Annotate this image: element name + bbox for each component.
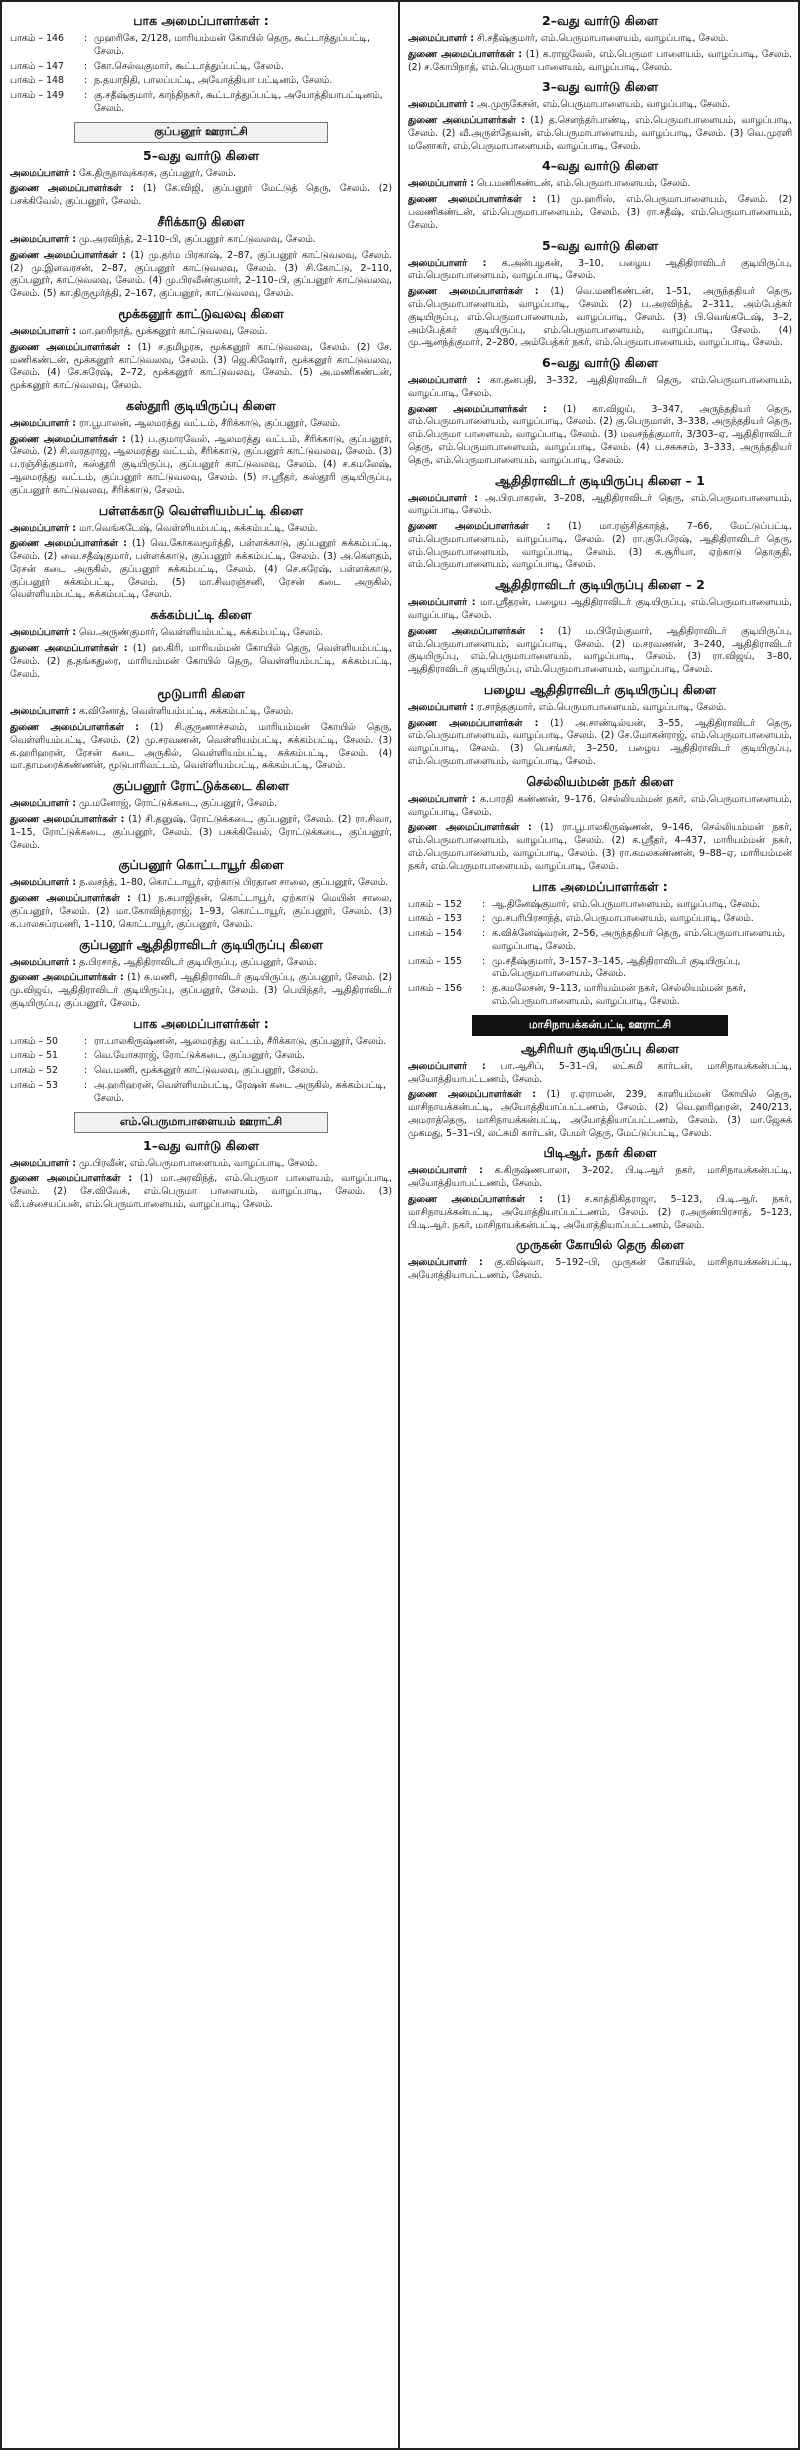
member-details: (1) மு.ஹரிஸ், எம்.பெருமாபாளையம், சேலம். (2) பவணிகண்டன், எம்.பெருமாபாளையம், சேலம். (3) ரா.சதீஷ், எம்.பெருமாபாளையம், சேலம். [408, 194, 793, 231]
member-details: (1) க.ராஜவேல், எம்.பெருமா பாளையம், வாழப்பாடி, சேலம். (2) ச.கோபிநாத், எம்.பெருமா பாளையம், வாழப்பாடி, சேலம். [408, 48, 792, 73]
member-details: (1) ர.ஏராமன், 239, காளியம்மன் கோயில் தெரு, மாசிநாயக்கன்பட்டி, அயோத்தியாப்பட்டணம், சேலம். (2) வெ.ஹரிஹரன், 240/213, அமராத்தெரு, மாசிநாயக்கன்பட்டி, அயோத்தியாப்பட்டணம், சேலம். (3) மா.ஜேசுக் முகமது, 5–31–பி, லட்சுமி கார்டன், பேமர் தெரு, மேட்டுப்பட்டி, சேலம். [408, 1089, 792, 1139]
colon-separator: : [84, 1050, 88, 1062]
booth-member: மு.சபரிபிரசாந்த், எம்.பெருமாபாளையம், வாழப்பாடி, சேலம். [492, 913, 754, 925]
role-label: துணை அமைப்பாளர்கள் : [10, 183, 135, 195]
section-heading: பிடிஆர். நகர் கிளை [543, 1145, 657, 1161]
colon-separator: : [84, 1035, 88, 1047]
role-label: துணை அமைப்பாளர்கள் : [10, 1173, 133, 1185]
role-label: துணை அமைப்பாளர்கள் : [408, 1194, 543, 1205]
role-label: துணை அமைப்பாளர்கள் : [408, 48, 523, 60]
member-entry [408, 626, 792, 677]
member-entry [10, 342, 392, 393]
member-entry [10, 627, 392, 640]
section-heading: பாக அமைப்பாளர்கள் : [532, 878, 668, 894]
booth-member: வெ.யோகராஜ், ரோட்டுக்கடை, குப்பனூர், சேலம். [94, 1050, 306, 1062]
member-entry [10, 972, 392, 1010]
role-label: துணை அமைப்பாளர்கள் : [10, 538, 127, 550]
member-entry [408, 375, 792, 401]
role-label: அமைப்பாளர் : [408, 492, 479, 504]
member-details: (1) ச.காத்திகிதராஜா, 5–123, பி.டி.ஆர். நகர், மாசிநாயக்கன்பட்டி, அயோத்தியாப்பட்டணம், சேலம். (2) ர.அருண்பிரசாத், 5–123, பி.டி.ஆர். நகர், மாசிநாயக்கன்பட்டி, அயோத்தியாப்பட்டணம், சேலம். [408, 1194, 792, 1231]
member-entry [10, 798, 392, 811]
member-details: க.வினோத், வெள்ளியம்பட்டி, சுக்கம்பட்டி, சேலம். [79, 706, 294, 718]
member-details: (1) மா.அரவிந்த், எம்.பெருமா பாளையம், வாழப்பாடி, சேலம். (2) சே.விவேக், எம்.பெருமா பாளையம், வாழப்பாடி, சேலம். (3) வீ.பச்சையப்பன், எம்.பெருமாபாளையம், வாழப்பாடி, சேலம். [10, 1173, 392, 1210]
member-details: (1) சு.மணி, ஆதிதிராவிடர் குடியிருப்பு, குப்பனூர், சேலம். (2) மு.விஜய், ஆதிதிராவிடர் குடியிருப்பு, குப்பனூர், சேலம். (3) பெயிந்தர், ஆதிதிராவிடர் குடியிருப்பு, குப்பனூர், சேலம். [10, 972, 393, 1009]
member-entry [408, 822, 792, 873]
member-details: த.பிரசாத், ஆதிதிராவிடர் குடியிருப்பு, குப்பனூர், சேலம். [79, 956, 317, 968]
role-label: அமைப்பாளர் : [408, 257, 487, 269]
booth-row [408, 956, 792, 982]
role-label: அமைப்பாளர் : [408, 99, 475, 111]
colon-separator: : [84, 1065, 88, 1077]
role-label: துணை அமைப்பாளர்கள் : [10, 814, 125, 826]
member-details: (1) அ.சாண்டில்யன், 3–55, ஆதிதிராவிடர் தெரு, எம்.பெருமாபாளையம், வாழப்பாடி, சேலம். (2) சே.மோகன்ராஜ், எம்.பெருமாபாளையம், வாழப்பாடி, சேலம். (3) பெசங்கர், 3–250, பழைய ஆதிதிராவிடர் குடியிருப்பு, எம்.பெருமாபாளையம், வாழப்பாடி, சேலம். [408, 717, 792, 768]
section-heading: 5–வது வார்டு கிளை [542, 237, 658, 253]
member-details: ரா.பூபாலன், ஆலமரத்து வட்டம், சீரிக்காடு, குப்பனூர், சேலம். [79, 417, 341, 429]
colon-separator: : [84, 75, 88, 87]
role-label: துணை அமைப்பாளர்கள் : [408, 115, 526, 127]
member-details: மா.ஹரிநாத், மூக்கனூர் காட்டுவலவு, சேலம். [79, 325, 268, 337]
section-heading: 5–வது வார்டு கிளை [143, 147, 259, 163]
booth-row [408, 983, 792, 1009]
role-label: துணை அமைப்பாளர்கள் : [408, 286, 539, 298]
role-label: துணை அமைப்பாளர்கள் : [408, 822, 532, 834]
member-entry [10, 722, 392, 773]
member-details: பெ.மணிகண்டன், எம்.பெருமாபாளையம், சேலம். [477, 178, 691, 190]
booth-row [10, 75, 392, 88]
member-details: (1) மு.தர்ம பிரகாஷ், 2–87, குப்பனூர் காட்டுவலவு, சேலம். (2) மு.இளவரசன், 2–87, குப்பனூர் காட்டுவலவு, சேலம். (3) சி.கோட்டு, 2–110, குப்பனூர், காட்டுவலவு, சேலம். (4) மு.பிரவீண்குமார், 2–110–பி, குப்பனூர் காட்டுவலவு, சேலம். (5) கா.திருமூர்த்தி, 2–167, குப்பனூர், காட்டுவலவு, சேலம். [10, 249, 392, 300]
role-label: துணை அமைப்பாளர்கள் : [408, 194, 537, 206]
section-heading: மூக்கனூர் காட்டுவலவு கிளை [118, 305, 284, 321]
section-heading: குப்பனூர் ஆதிதிராவிடர் குடியிருப்பு கிளை [79, 936, 323, 952]
booth-number: பாகம் – 154 [408, 928, 462, 940]
member-details: அ.முருகேசன், எம்.பெருமாபாளையம், வாழப்பாடி, சேலம். [477, 99, 731, 111]
member-entry [408, 718, 792, 769]
member-details: பா.ஆசிப், 5–31–பி, லட்சுமி கார்டன், மாசிநாயக்கன்பட்டி, அயோத்தியாபட்டணம், சேலம். [408, 1060, 793, 1085]
role-label: அமைப்பாளர் : [10, 1157, 77, 1169]
role-label: அமைப்பாளர் : [10, 167, 77, 179]
booth-row [10, 1080, 392, 1106]
role-label: அமைப்பாளர் : [10, 417, 77, 429]
member-entry [408, 1257, 792, 1283]
member-entry [408, 493, 792, 519]
role-label: அமைப்பாளர் : [408, 701, 475, 713]
booth-member: வெ.மணி, மூக்கனூர் காட்டுவலவு, குப்பனூர், சேலம். [94, 1065, 319, 1077]
booth-row [10, 1036, 392, 1049]
section-heading: 3–வது வார்டு கிளை [542, 79, 658, 95]
section-heading: 2–வது வார்டு கிளை [542, 13, 658, 28]
member-entry [10, 538, 392, 602]
colon-separator: : [482, 928, 486, 940]
section-heading: பாக அமைப்பாளர்கள் : [133, 13, 269, 28]
member-details: கே.திருநாவுக்கரசு, குப்பனூர், சேலம். [79, 167, 237, 179]
member-details: (1) ஹ.கிரி, மாரியம்மன் கோயில் தெரு, வெள்ளியம்பட்டி, சேலம். (2) த.தங்கதுரை, மாரியம்மன் கோயில் தெரு, வெள்ளியம்பட்டி, சுக்கம்பட்டி, சேலம். [10, 643, 392, 680]
section-heading: 1–வது வார்டு கிளை [143, 1137, 259, 1153]
colon-separator: : [84, 33, 88, 44]
section-heading: சீரிக்காடு கிளை [157, 214, 245, 230]
panchayat-banner: எம்.பெருமாபாளையம் ஊராட்சி [74, 1112, 328, 1133]
member-details: கு.விஷ்வா, 5–192–பி, முருகன் கோயில், மாசிநாயக்கன்பட்டி, அயோத்தியாபட்டணம், சேலம். [408, 1257, 793, 1282]
role-label: துணை அமைப்பாளர்கள் : [10, 433, 126, 445]
member-entry [10, 523, 392, 536]
role-label: அமைப்பாளர் : [10, 956, 77, 968]
role-label: துணை அமைப்பாளர்கள் : [408, 717, 539, 729]
member-entry [408, 178, 792, 191]
member-entry [10, 234, 392, 247]
member-details: (1) த.சௌந்தர்பாண்டி, எம்.பெருமாபாளையம், வாழப்பாடி, சேலம். (2) வீ.அருள்தேவன், எம்.பெருமாபாளையம், வாழப்பாடி, சேலம். (3) வெ.முரளி மனோகர், எம்.பெருமாபாளையம், வாழப்பாடி, சேலம். [408, 115, 792, 152]
member-entry [10, 877, 392, 890]
member-entry [408, 1194, 792, 1232]
role-label: அமைப்பாளர் : [408, 793, 476, 805]
role-label: அமைப்பாளர் : [10, 522, 77, 534]
member-entry [10, 1173, 392, 1211]
booth-member: கு.சதீஷ்குமார், காந்திநகர், கூட்டாத்துப்பட்டி, அயோத்தியாபட்டினம், சேலம். [94, 90, 383, 114]
booth-number: பாகம் – 51 [10, 1050, 58, 1062]
member-details: (1) சி.தனுஷ், ரோட்டுக்கடை, குப்பனூர், சேலம். (2) ரா.சிவா, 1–15, ரோட்டுக்கடை, குப்பனூர், சேலம். (3) பசுக்கிவேல், ரோட்டுக்கடை, குப்பனூர், சேலம். [10, 814, 392, 851]
section-heading: குப்பனூர் ரோட்டுக்கடை கிளை [112, 778, 290, 794]
booth-row [10, 1065, 392, 1078]
member-entry [10, 183, 392, 209]
member-entry [408, 1089, 792, 1140]
member-entry [10, 957, 392, 970]
member-entry [408, 194, 792, 232]
member-details: வெ.அருண்குமார், வெள்ளியம்பட்டி, சுக்கம்பட்டி, சேலம். [79, 627, 324, 639]
role-label: துணை அமைப்பாளர்கள் : [10, 341, 131, 353]
member-details: க.அன்பழகன், 3–10, பழைய ஆதிதிராவிடர் குடியிருப்பு, எம்.பெருமாபாளையம், வாழப்பாடி, சேலம். [408, 257, 793, 282]
section-heading: ஆதிதிராவிடர் குடியிருப்பு கிளை – 2 [495, 577, 705, 593]
member-details: (1) வெ.கோகவமூர்த்தி, பள்ளக்காடு, குப்பனூர் சுக்கம்பட்டி, சேலம். (2) வை.சதீஷ்குமார், பள்ளக்காடு, குப்பனூர் சுக்கம்பட்டி, சேலம். (3) அ.கௌதம், ரேசன் கடை அருகில், குப்பனூர் சுக்கம்பட்டி, சேலம். (4) செ.சுரேஷ், பள்ளக்காடு, குப்பனூர் சுக்கம்பட்டி, சேலம். (5) மா.சிவரஞ்சனி, ரேசன் கடை அருகில், வெள்ளியம்பட்டி, சுக்கம்பட்டி, சேலம். [10, 538, 392, 601]
booth-row [10, 90, 392, 116]
member-details: (1) சி.குருணாச்சலம், மாரியம்மன் கோயில் தெரு, வெள்ளியம்பட்டி, சேலம். (2) மு.சரவணன், வெள்ளியம்பட்டி, சுக்கம்பட்டி, சேலம். (3) க.ஹரிஹரன், ரேசன் கடை அருகில், வெள்ளியம்பட்டி, சுக்கம்பட்டி, சேலம். (4) மா.தாமரைக்கண்ணன், மூடுபாரிவட்டம், வெள்ளியம்பட்டி, சுக்கம்பட்டி, சேலம். [10, 722, 392, 772]
role-label: அமைப்பாளர் : [10, 325, 77, 337]
booth-row [408, 913, 792, 926]
member-details: (1) ச.தமிழரசு, மூக்கனூர் காட்டுவலவு, சேலம். (2) சே. மணிகண்டன், மூக்கனூர் காட்டுவலவு, சேலம். (3) ஜெ.கிஷோர், மூக்கனூர் காட்டுவலவு, சேலம். (4) சே.சுரேஷ், 2–72, மூக்கனூர் காட்டுவலவு, சேலம். (5) அ.மணிகண்டன், மூக்கனூர் காட்டுவலவு, சேலம். [10, 341, 392, 392]
member-details: மா.ஸ்ரீதரன், பழைய ஆதிதிராவிடர் குடியிருப்பு, எம்.பெருமாபாளையம், வாழப்பாடி, சேலம். [408, 597, 793, 621]
section-heading: முருகன் கோயில் தெரு கிளை [515, 1237, 685, 1253]
booth-member: கோ.செல்வகுமார், கூட்டாத்துப்பட்டி, சேலம். [94, 60, 284, 72]
member-entry [10, 1158, 392, 1171]
panchayat-banner: குப்பனூர் ஊராட்சி [74, 122, 328, 143]
booth-number: பாகம் – 153 [408, 913, 462, 925]
member-entry [408, 1165, 792, 1191]
booth-number: பாகம் – 149 [10, 90, 64, 102]
member-details: சி.சதீஷ்குமார், எம்.பெருமாபாளையம், வாழப்பாடி, சேலம். [477, 33, 729, 44]
section-heading: 6–வது வார்டு கிளை [542, 355, 658, 371]
member-entry [408, 794, 792, 820]
member-details: ந.வசந்த், 1–80, கொட்டாயூர், ஏற்காடு பிரதான சாலை, குப்பனூர், சேலம். [79, 877, 389, 889]
member-entry [408, 49, 792, 75]
section-heading: ஆசிரியர் குடியிருப்பு கிளை [521, 1040, 679, 1056]
member-details: (1) மா.ரஞ்சித்காந்த், 7–66, மேட்டுப்பட்டி, எம்.பெருமாபாளையம், வாழப்பாடி, சேலம். (2) ரா.குபேரேஷ், ஆதிதிராவிடர் தெரு, எம்.பெருமாபாளையம், வாழப்பாடி, சேலம். (3) க.சூரியா, ஏற்காடு தொகுதி, எம்.பெருமாபாளையம், வாழப்பாடி, சேலம். [408, 521, 792, 571]
role-label: துணை அமைப்பாளர்கள் : [10, 643, 128, 654]
member-details: மு.மனோஜ், ரோட்டுக்கடை, குப்பனூர், சேலம். [79, 798, 278, 810]
booth-member: ந.தயாநிதி, பாலப்பட்டி, அயோத்தியா பட்டினம், சேலம். [94, 75, 333, 87]
member-details: அ.பிரபாகரன், 3–208, ஆதிதிராவிடர் தெரு, எம்.பெருமாபாளையம், வாழப்பாடி, சேலம். [408, 492, 793, 517]
role-label: அமைப்பாளர் : [408, 1060, 486, 1072]
member-details: (1) கா.விஜய், 3–347, அருந்ததியர் தெரு, எம்.பெருமாபாளையம், வாழப்பாடி, சேலம். (2) கு.பெருமாள், 3–338, அருந்ததியர் தெரு, எம்.பெருமா பாளையம், வாழப்பாடி, சேலம். (3) மவசந்த்குமார், 3/303–ஏ, ஆதிதிராவிடர் தெரு, எம்.பெருமாபாளையம், வாழப்பாடி, சேலம். (4) ப.சசுசுசம், 3–333, அருந்ததியர் தெரு, எம்.பெருமாபாளையம், வாழப்பாடி, சேலம். [408, 403, 793, 466]
member-entry [10, 168, 392, 181]
section-heading: பள்ளக்காடு வெள்ளியம்பட்டி கிளை [98, 502, 304, 518]
member-entry [10, 326, 392, 339]
booth-number: பாகம் – 152 [408, 898, 462, 910]
role-label: துணை அமைப்பாளர்கள் : [408, 1089, 537, 1101]
booth-member: த.கமலேசன், 9–113, மாரியம்மன் நகர், செல்லியம்மன் நகர், எம்.பெருமாபாளையம், வாழப்பாடி, சேலம். [492, 983, 746, 1007]
section-heading: பாக அமைப்பாளர்கள் : [133, 1015, 269, 1031]
member-details: க.கிருஷ்ணபாலா, 3–202, பி.டி.ஆர் நகர், மாசிநாயக்கன்பட்டி, அயோத்தியாபட்டணம், சேலம். [408, 1165, 792, 1190]
member-entry [408, 258, 792, 284]
booth-number: பாகம் – 156 [408, 983, 462, 995]
member-details: (1) ப.குமாரவேல், ஆலமரத்து வட்டம், சீரிக்காடு, குப்பனூர், சேலம். (2) சி.வரதராஜ, ஆலமரத்து வட்டம், சீரிக்காடு, குப்பனூர் காட்டுவலவு, சேலம். (3) ப.ரஞ்சித்குமார், கஸ்தூரி குடியிருப்பு, குப்பனூர் காட்டுவலவு, சேலம். (4) ச.கமலேஷ், ஆலமரத்து வட்டம், குப்பனூர் காட்டுவலவு, சேலம். (5) ஈ.ஸ்ரீதர், கஸ்தூரி குடியிருப்பு, குப்பனூர் காட்டுவலவு, சீரிக்காடு, சேலம். [10, 433, 392, 496]
booth-number: பாகம் – 53 [10, 1079, 58, 1091]
member-details: மு.பிரவீன், எம்.பெருமாபாளையம், வாழப்பாடி, சேலம். [79, 1157, 318, 1169]
booth-number: பாகம் – 148 [10, 75, 64, 87]
colon-separator: : [84, 90, 88, 102]
role-label: அமைப்பாளர் : [10, 798, 77, 810]
member-entry [408, 115, 792, 153]
booth-member: அ.ஹரிஹரன், வெள்ளியம்பட்டி, ரேஷன் கடை அருகில், சுக்கம்பட்டி, சேலம். [94, 1079, 386, 1104]
role-label: துணை அமைப்பாளர்கள் : [10, 893, 131, 905]
member-details: (1) ந.சுபாஜிதன், கொட்டாயூர், ஏற்காடு மெயின் சாலை, குப்பனூர், சேலம். (2) மா.கோவிந்தராஜ், 1–93, கொட்டாயூர், குப்பனூர், சேலம். (3) க.பாலசுப்ரமணி, 1–110, கொட்டாயூர், குப்பனூர், சேலம். [10, 893, 392, 930]
member-details: மு.அரவிந்த், 2–110–பி, குப்பனூர் காட்டுவலவு, சேலம். [79, 234, 316, 246]
member-entry [10, 893, 392, 931]
section-heading: 4–வது வார்டு கிளை [542, 158, 658, 174]
role-label: அமைப்பாளர் : [10, 877, 77, 889]
booth-member: ஆ.தினேஷ்குமார், எம்.பெருமாபாளையம், வாழப்பாடி, சேலம். [492, 898, 761, 910]
booth-row [408, 899, 792, 912]
member-entry [408, 33, 792, 46]
member-details: கா.தனபதி, 3–332, ஆதிதிராவிடர் தெரு, எம்.பெருமாபாளையம், வாழப்பாடி, சேலம். [408, 375, 792, 399]
colon-separator: : [482, 898, 486, 910]
member-entry [10, 643, 392, 681]
role-label: அமைப்பாளர் : [10, 706, 77, 718]
booth-number: பாகம் – 147 [10, 60, 64, 72]
member-entry [408, 286, 792, 350]
booth-member: க.விக்னேஷ்வரன், 2–56, அருந்ததியர் தெரு, எம்.பெருமாபாளையம், வாழப்பாடி, சேலம். [492, 928, 786, 952]
colon-separator: : [482, 983, 486, 995]
member-entry [408, 1061, 792, 1087]
right-column [400, 2, 798, 2448]
section-heading: குப்பனூர் கொட்டாயூர் கிளை [118, 857, 284, 873]
role-label: துணை அமைப்பாளர்கள் : [408, 625, 544, 637]
member-details: (1) ம.பிரேம்குமார், ஆதிதிராவிடர் குடியிருப்பு, எம்.பெருமாபாளையம், வாழப்பாடி, சேலம். (2) ம.சரவணன், 3–240, ஆதிதிராவிடர் குடியிருப்பு, எம்.பெருமாபாளையம், வாழப்பாடி, சேலம். (3) ரா.விஜய், 3–80, ஆதிதிராவிடர் குடியிருப்பு, எம்.பெருமாபாளையம், வாழப்பாடி, சேலம். [408, 625, 793, 676]
member-entry [408, 597, 792, 623]
section-heading: ஆதிதிராவிடர் குடியிருப்பு கிளை – 1 [495, 472, 705, 488]
member-details: மா.வெங்கடேஷ், வெள்ளியம்பட்டி, சுக்கம்பட்டி, சேலம். [79, 522, 318, 534]
colon-separator: : [84, 60, 88, 72]
booth-member: மு.சதீஷ்குமார், 3–157–3–145, ஆதிதிராவிடர் குடியிருப்பு, எம்.பெருமாபாளையம், சேலம். [492, 955, 741, 980]
booth-number: பாகம் – 50 [10, 1035, 58, 1047]
member-entry [10, 418, 392, 431]
booth-row [10, 61, 392, 74]
role-label: அமைப்பாளர் : [408, 597, 476, 609]
member-entry [10, 706, 392, 719]
section-heading: சுக்கம்பட்டி கிளை [150, 607, 252, 623]
role-label: அமைப்பாளர் : [408, 178, 475, 190]
role-label: அமைப்பாளர் : [408, 1165, 483, 1177]
role-label: துணை அமைப்பாளர்கள் : [408, 403, 547, 415]
colon-separator: : [482, 955, 486, 967]
panchayat-banner: மாசிநாயக்கன்பட்டி ஊராட்சி [472, 1015, 727, 1036]
booth-member: முஹரிகே, 2/128, மாரியம்மன் கோயில் தெரு, கூட்டாத்துப்பட்டி, சேலம். [94, 33, 370, 57]
booth-number: பாகம் – 52 [10, 1065, 58, 1077]
member-entry [408, 702, 792, 715]
role-label: அமைப்பாளர் : [10, 234, 77, 246]
booth-row [10, 33, 392, 59]
role-label: அமைப்பாளர் : [408, 375, 481, 387]
booth-number: பாகம் – 155 [408, 955, 462, 967]
section-heading: கஸ்தூரி குடியிருப்பு கிளை [126, 397, 276, 413]
booth-row [408, 928, 792, 954]
colon-separator: : [84, 1079, 88, 1091]
member-details: ர.சாந்தகுமார், எம்.பெருமாபாளையம், வாழப்பாடி, சேலம். [477, 701, 727, 713]
role-label: துணை அமைப்பாளர்கள் : [408, 521, 551, 533]
booth-member: ரா.பாலகிருஷ்ணன், ஆலமரத்து வட்டம், சீரிக்காடு, குப்பனூர், சேலம். [94, 1035, 387, 1047]
left-column [2, 2, 400, 2448]
member-entry [10, 814, 392, 852]
booth-row [10, 1050, 392, 1063]
member-details: (1) ரா.பூபாலகிருஷ்ணன், 9–146, செல்லியம்மன் நகர், எம்.பெருமாபாளையம், வாழப்பாடி, சேலம். (2) க.ஸ்ரீதர், 4–437, மாரியம்மன் நகர், எம்.பெருமாபாளையம், வாழப்பாடி, சேலம். (3) ரா.கமலகண்ணன், 9–88–ஏ, மாரியம்மன் நகர், எம்.பெருமாபாளையம், வாழப்பாடி, சேலம். [408, 822, 792, 872]
member-details: (1) வெ.மணிகண்டன், 1–51, அருந்ததியர் தெரு, எம்.பெருமாபாளையம், வாழப்பாடி, சேலம். (2) ப.அரவிந்த், 2–311, அம்பேத்கர் குடியிருப்பு, எம்.பெருமாபாளையம், வாழப்பாடி, சேலம். (3) பி.வெங்கடேஷ், 3–2, அம்பேத்கர் குடியிருப்பு, எம்.பெருமாபாளையம், வாழப்பாடி, சேலம். (4) மு.ஆனந்த்குமார், 2–280, அம்பேத்கர் நகர், எம்.பெருமாபாளையம், வாழப்பாடி, சேலம். [408, 286, 792, 349]
section-heading: பழைய ஆதிதிராவிடர் குடியிருப்பு கிளை [483, 681, 717, 697]
member-entry [10, 250, 392, 301]
section-heading: செல்லியம்மன் நகர் கிளை [526, 773, 674, 789]
booth-number: பாகம் – 146 [10, 33, 64, 44]
section-heading: மூடுபாரி கிளை [157, 686, 245, 702]
role-label: அமைப்பாளர் : [408, 33, 475, 44]
member-details: (1) கே.விஜி, குப்பனூர் மேட்டுத் தெரு, சேலம். (2) பசக்கிவேல், குப்பனூர், சேலம். [10, 183, 392, 208]
member-details: க.பாரதி கண்ணன், 9–176, செல்லியம்மன் நகர், எம்.பெருமாபாளையம், வாழப்பாடி, சேலம். [408, 793, 792, 818]
colon-separator: : [482, 913, 486, 925]
role-label: துணை அமைப்பாளர்கள் : [10, 249, 126, 261]
role-label: அமைப்பாளர் : [408, 1257, 483, 1269]
member-entry [408, 99, 792, 112]
role-label: அமைப்பாளர் : [10, 627, 77, 639]
member-entry [408, 521, 792, 572]
role-label: துணை அமைப்பாளர்கள் : [10, 972, 124, 984]
member-entry [10, 434, 392, 498]
member-entry [408, 404, 792, 468]
role-label: துணை அமைப்பாளர்கள் : [10, 722, 139, 734]
